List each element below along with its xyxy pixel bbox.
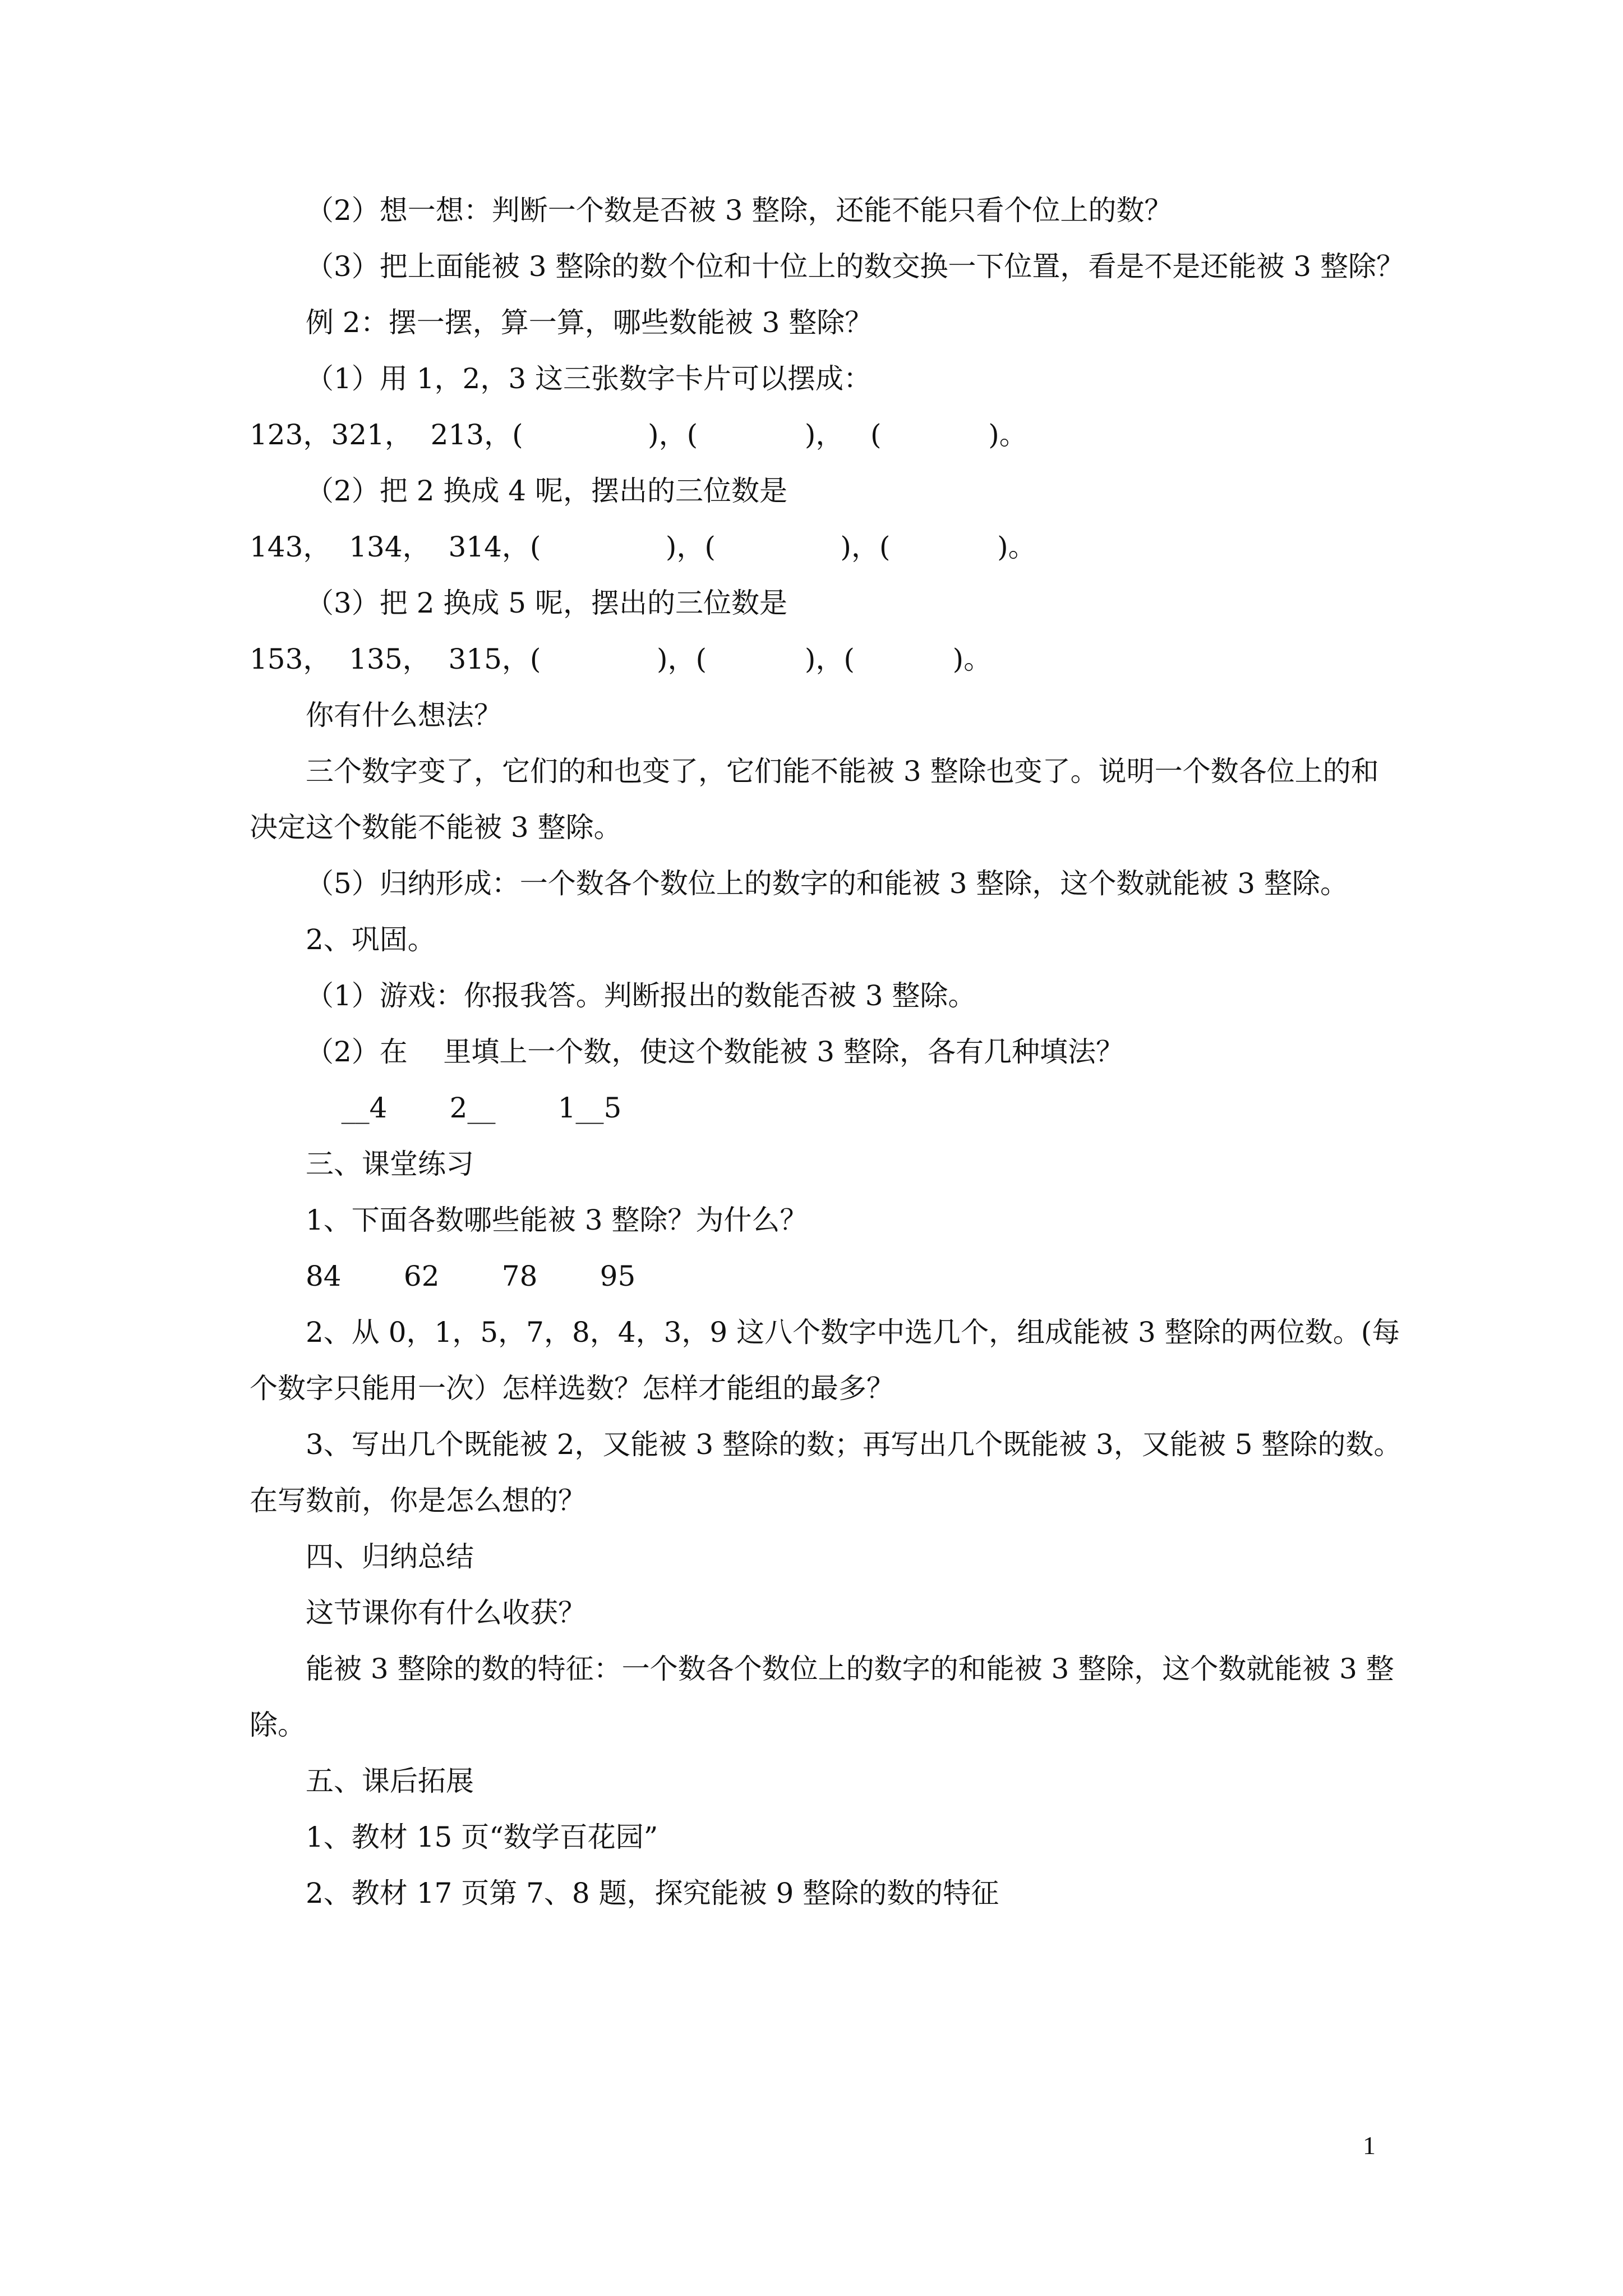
text-line: 例 2：摆一摆，算一算，哪些数能被 3 整除？ xyxy=(306,306,873,339)
text-line: 2、教材 17 页第 7、8 题，探究能被 9 整除的数的特征 xyxy=(306,1877,999,1910)
text-line: 五、课后拓展 xyxy=(306,1765,474,1797)
text-line: 143， 134， 314，( )，( )，( )。 xyxy=(250,531,1036,563)
text-line: 1、下面各数哪些能被 3 整除？为什么？ xyxy=(306,1204,808,1236)
text-line: （1）游戏：你报我答。判断报出的数能否被 3 整除。 xyxy=(306,979,976,1012)
text-line: 3、写出几个既能被 2，又能被 3 整除的数；再写出几个既能被 3，又能被 5 整除的数。 xyxy=(306,1428,1402,1461)
page-number: 1 xyxy=(1363,2131,1376,2160)
text-line: 84 62 78 95 xyxy=(306,1260,636,1292)
text-line: 个数字只能用一次）怎样选数？怎样才能组的最多？ xyxy=(250,1372,895,1405)
text-line: 2、从 0，1，5，7，8，4，3，9 这八个数字中选几个，组成能被 3 整除的两位数。(每 xyxy=(306,1316,1400,1349)
text-line: 决定这个数能不能被 3 整除。 xyxy=(250,811,622,844)
text-line: 能被 3 整除的数的特征：一个数各个数位上的数字的和能被 3 整除，这个数就能被 3 整 xyxy=(306,1653,1394,1685)
text-line: （3）把上面能被 3 整除的数个位和十位上的数交换一下位置，看是不是还能被 3 整除？ xyxy=(306,250,1405,283)
text-line: 四、归纳总结 xyxy=(306,1540,474,1573)
text-line: 153， 135， 315，( )，( )，( )。 xyxy=(250,643,992,675)
text-line: 你有什么想法？ xyxy=(306,699,502,731)
text-line: 2、巩固。 xyxy=(306,923,436,956)
text-line: 三个数字变了，它们的和也变了，它们能不能被 3 整除也变了。说明一个数各位上的和 xyxy=(306,755,1379,788)
text-line: （3）把 2 换成 5 呢，摆出的三位数是 xyxy=(306,587,788,619)
text-line: 三、课堂练习 xyxy=(306,1148,474,1180)
text-line: 这节课你有什么收获？ xyxy=(306,1596,586,1629)
text-line: （2）在 里填上一个数，使这个数能被 3 整除，各有几种填法？ xyxy=(306,1036,1124,1068)
text-line: 在写数前，你是怎么想的？ xyxy=(250,1484,586,1517)
text-line: （1）用 1，2，3 这三张数字卡片可以摆成： xyxy=(306,362,872,395)
text-line: （2）想一想：判断一个数是否被 3 整除，还能不能只看个位上的数？ xyxy=(306,194,1173,227)
text-line: 除。 xyxy=(250,1709,306,1741)
text-line: （5）归纳形成：一个数各个数位上的数字的和能被 3 整除，这个数就能被 3 整除。 xyxy=(306,867,1349,900)
text-line: __4 2__ 1__5 xyxy=(306,1092,622,1124)
text-line: 123，321， 213，( )，( )， ( )。 xyxy=(250,418,1027,451)
text-line: （2）把 2 换成 4 呢，摆出的三位数是 xyxy=(306,475,788,507)
text-line: 1、教材 15 页“数学百花园” xyxy=(306,1821,658,1853)
